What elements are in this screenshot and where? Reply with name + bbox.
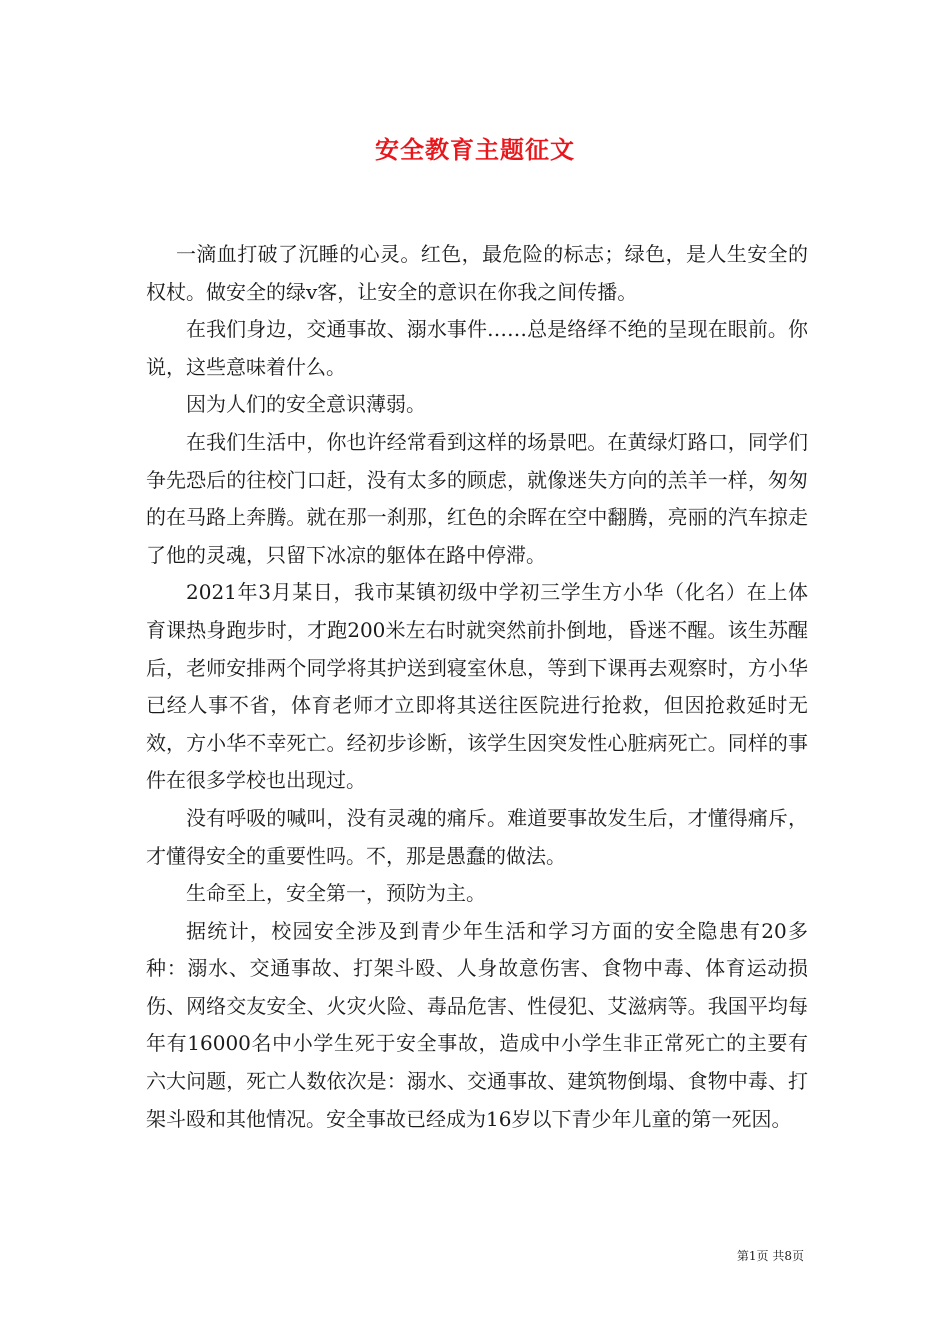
paragraph: 没有呼吸的喊叫，没有灵魂的痛斥。难道要事故发生后，才懂得痛斥，才懂得安全的重要性吗。不，那是愚蠢的做法。 (146, 805, 808, 868)
paragraph: 在我们身边，交通事故、溺水事件……总是络绎不绝的呈现在眼前。你说，这些意味着什么。 (146, 317, 808, 379)
paragraph: 2021年3月某日，我市某镇初级中学初三学生方小华（化名）在上体育课热身跑步时，才跑200米左右时就突然前扑倒地，昏迷不醒。该生苏醒后，老师安排两个同学将其护送到寝室休息，等到下课再去观察时，方小华已经人事不省，体育老师才立即将其送往医院进行抢救，但因抢救延时无效，方小华不幸死亡。经初步诊断，该学生因突发性心脏病死亡。同样的事件在很多学校也出现过。 (146, 580, 808, 793)
paragraph: 一滴血打破了沉睡的心灵。红色，最危险的标志；绿色，是人生安全的权杖。做安全的绿v客，让安全的意识在你我之间传播。 (146, 242, 808, 304)
document-body (146, 236, 808, 1138)
paragraph: 据统计，校园安全涉及到青少年生活和学习方面的安全隐患有20多种：溺水、交通事故、打架斗殴、人身故意伤害、食物中毒、体育运动损伤、网络交友安全、火灾火险、毒品危害、性侵犯、艾滋病等。我国平均每年有16000名中小学生死于安全事故，造成中小学生非正常死亡的主要有六大问题，死亡人数依次是：溺水、交通事故、建筑物倒塌、食物中毒、打架斗殴和其他情况。安全事故已经成为16岁以下青少年儿童的第一死因。 (146, 918, 808, 1131)
paragraph: 在我们生活中，你也许经常看到这样的场景吧。在黄绿灯路口，同学们争先恐后的往校门口赶，没有太多的顾虑，就像迷失方向的羔羊一样，匆匆的在马路上奔腾。就在那一刹那，红色的余晖在空中翻腾，亮丽的汽车掠走了他的灵魂，只留下冰凉的躯体在路中停滞。 (146, 429, 808, 567)
document-title: 安全教育主题征文 (375, 135, 575, 164)
paragraph: 生命至上，安全第一，预防为主。 (186, 881, 486, 906)
page-number: 第1页 共8页 (736, 1249, 804, 1263)
paragraph: 因为人们的安全意识薄弱。 (186, 392, 426, 417)
